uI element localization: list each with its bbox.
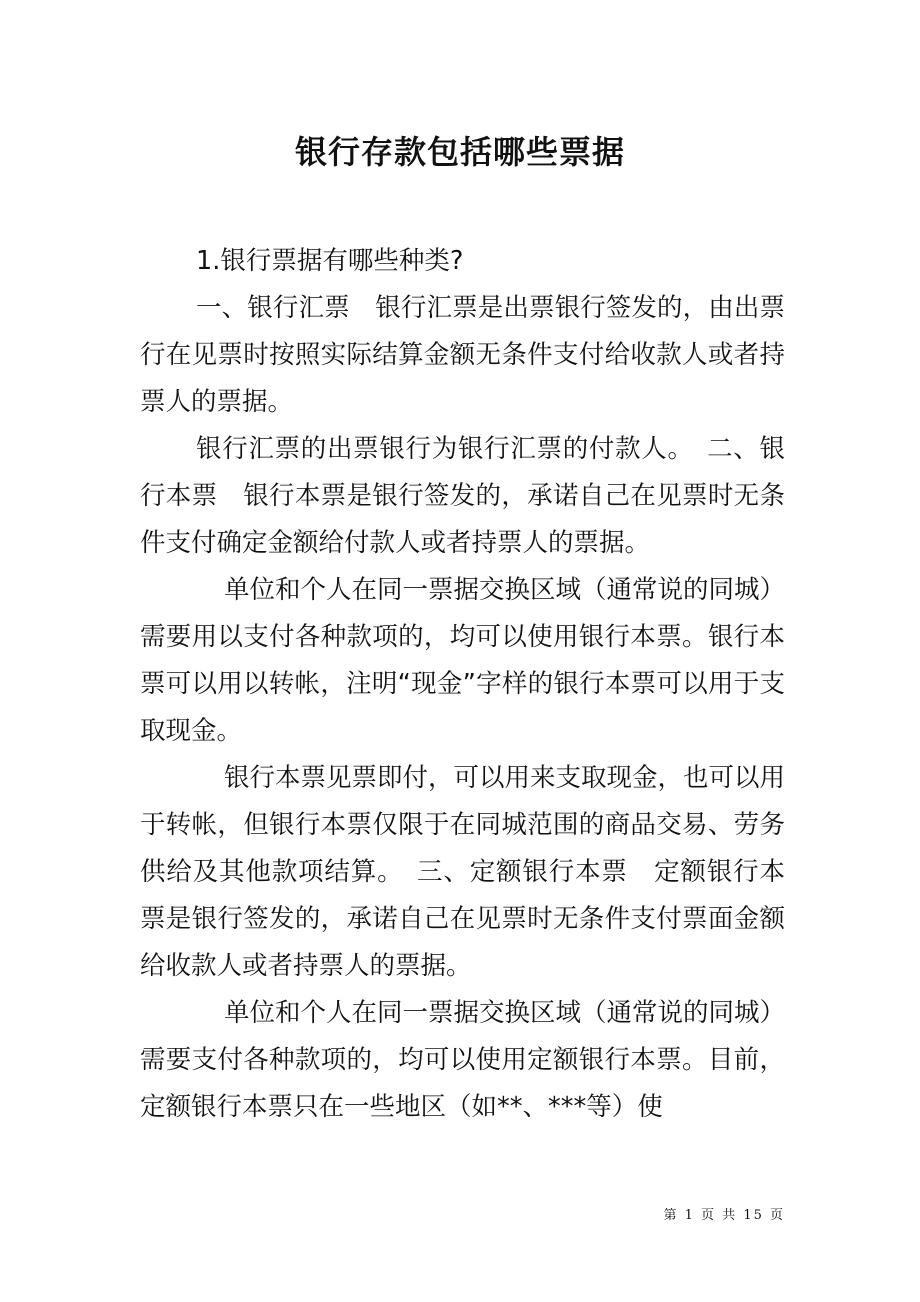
document-body [140, 238, 785, 1131]
paragraph-5: 银行本票见票即付，可以用来支取现金，也可以用于转帐，但银行本票仅限于在同城范围的商品交易、劳务供给及其他款项结算。 三、定额银行本票 定额银行本票是银行签发的，承诺自己在见票时无条件支付票面金额给收款人或者持票人的票据。 [140, 763, 786, 981]
paragraph-4: 单位和个人在同一票据交换区域（通常说的同城）需要用以支付各种款项的，均可以使用银行本票。银行本票可以用以转帐，注明“现金”字样的银行本票可以用于支取现金。 [140, 575, 786, 746]
page-number-footer: 第 1 页 共 15 页 [663, 1208, 785, 1223]
paragraph-3: 银行汇票的出票银行为银行汇票的付款人。 二、银行本票 银行本票是银行签发的，承诺自己在见票时无条件支付确定金额给付款人或者持票人的票据。 [140, 434, 785, 558]
paragraph-6: 单位和个人在同一票据交换区域（通常说的同城）需要支付各种款项的，均可以使用定额银行本票。目前，定额银行本票只在一些地区（如**、***等）使 [140, 998, 786, 1122]
paragraph-2: 一、银行汇票 银行汇票是出票银行签发的，由出票行在见票时按照实际结算金额无条件支付给收款人或者持票人的票据。 [140, 293, 785, 417]
paragraph-1: 1.银行票据有哪些种类? [196, 246, 464, 276]
document-title: 银行存款包括哪些票据 [294, 133, 625, 171]
